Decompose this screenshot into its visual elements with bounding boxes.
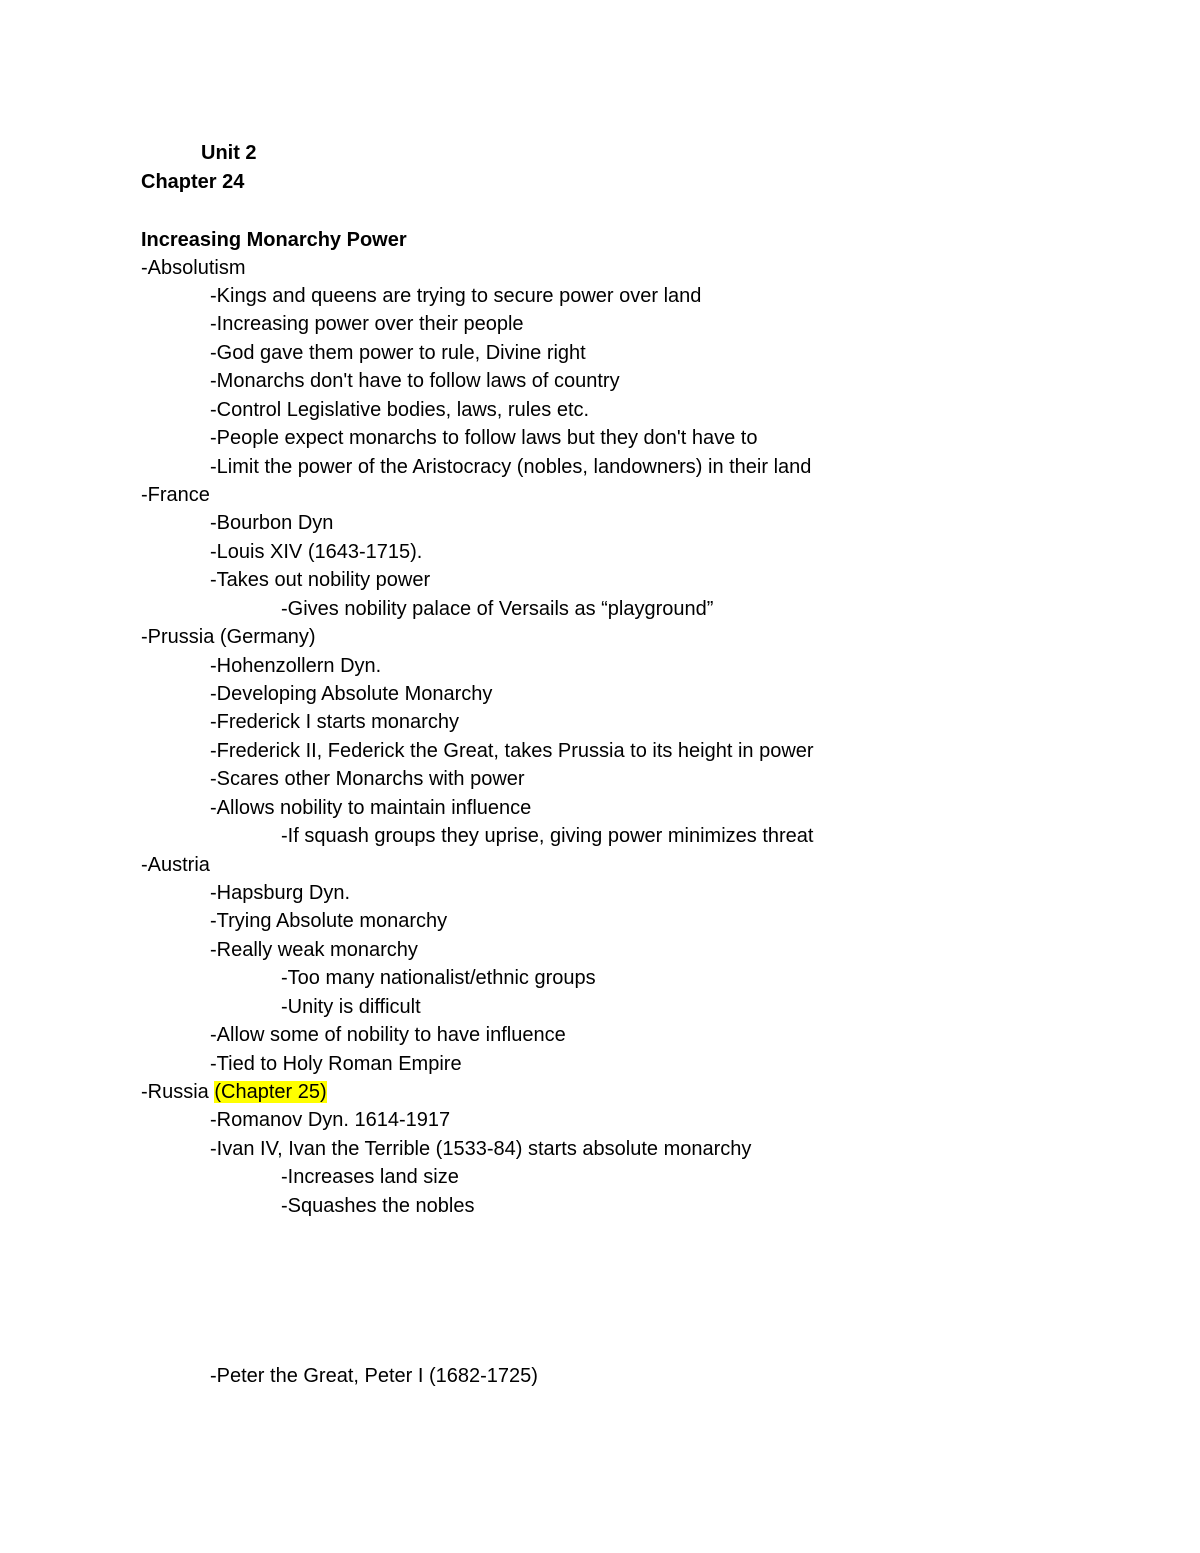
austria-item: -Allow some of nobility to have influence <box>210 1024 566 1046</box>
france-item: -Takes out nobility power <box>210 569 431 591</box>
absolutism-item: -Limit the power of the Aristocracy (nobles, landowners) in their land <box>210 456 812 478</box>
russia-subitem: -Increases land size <box>281 1166 459 1188</box>
absolutism-item: -People expect monarchs to follow laws but they don't have to <box>210 427 758 449</box>
prussia-item: -Allows nobility to maintain influence <box>210 797 532 819</box>
absolutism-item: -Monarchs don't have to follow laws of country <box>210 370 620 392</box>
prussia-item: -Frederick II, Federick the Great, takes Prussia to its height in power <box>210 740 814 762</box>
austria-heading: -Austria <box>141 854 210 876</box>
russia-heading: -Russia <box>141 1081 215 1103</box>
absolutism-item: -God gave them power to rule, Divine right <box>210 342 586 364</box>
prussia-item: -Scares other Monarchs with power <box>210 768 525 790</box>
absolutism-item: -Control Legislative bodies, laws, rules etc. <box>210 399 590 421</box>
france-heading: -France <box>141 484 210 506</box>
unit-heading: Unit 2 <box>201 142 257 164</box>
austria-item: -Trying Absolute monarchy <box>210 910 448 932</box>
chapter-heading: Chapter 24 <box>141 171 245 193</box>
russia-item-peter: -Peter the Great, Peter I (1682-1725) <box>210 1365 538 1387</box>
prussia-heading: -Prussia (Germany) <box>141 626 316 648</box>
prussia-subitem: -If squash groups they uprise, giving power minimizes threat <box>281 825 814 847</box>
russia-subitem: -Squashes the nobles <box>281 1195 475 1217</box>
russia-item: -Romanov Dyn. 1614-1917 <box>210 1109 451 1131</box>
russia-item: -Ivan IV, Ivan the Terrible (1533-84) starts absolute monarchy <box>210 1138 752 1160</box>
france-item: -Louis XIV (1643-1715). <box>210 541 423 563</box>
france-subitem: -Gives nobility palace of Versails as “playground” <box>281 598 714 620</box>
absolutism-item: -Kings and queens are trying to secure power over land <box>210 285 702 307</box>
russia-heading-line <box>141 1078 327 1106</box>
chapter-25-highlight: (Chapter 25) <box>214 1081 327 1103</box>
austria-item: -Really weak monarchy <box>210 939 418 961</box>
section-title: Increasing Monarchy Power <box>141 229 407 251</box>
absolutism-item: -Increasing power over their people <box>210 313 524 335</box>
absolutism-heading: -Absolutism <box>141 257 246 279</box>
austria-subitem: -Too many nationalist/ethnic groups <box>281 967 596 989</box>
france-item: -Bourbon Dyn <box>210 512 334 534</box>
prussia-item: -Frederick I starts monarchy <box>210 711 459 733</box>
austria-item: -Tied to Holy Roman Empire <box>210 1053 462 1075</box>
prussia-item: -Hohenzollern Dyn. <box>210 655 382 677</box>
austria-item: -Hapsburg Dyn. <box>210 882 351 904</box>
austria-subitem: -Unity is difficult <box>281 996 421 1018</box>
prussia-item: -Developing Absolute Monarchy <box>210 683 493 705</box>
